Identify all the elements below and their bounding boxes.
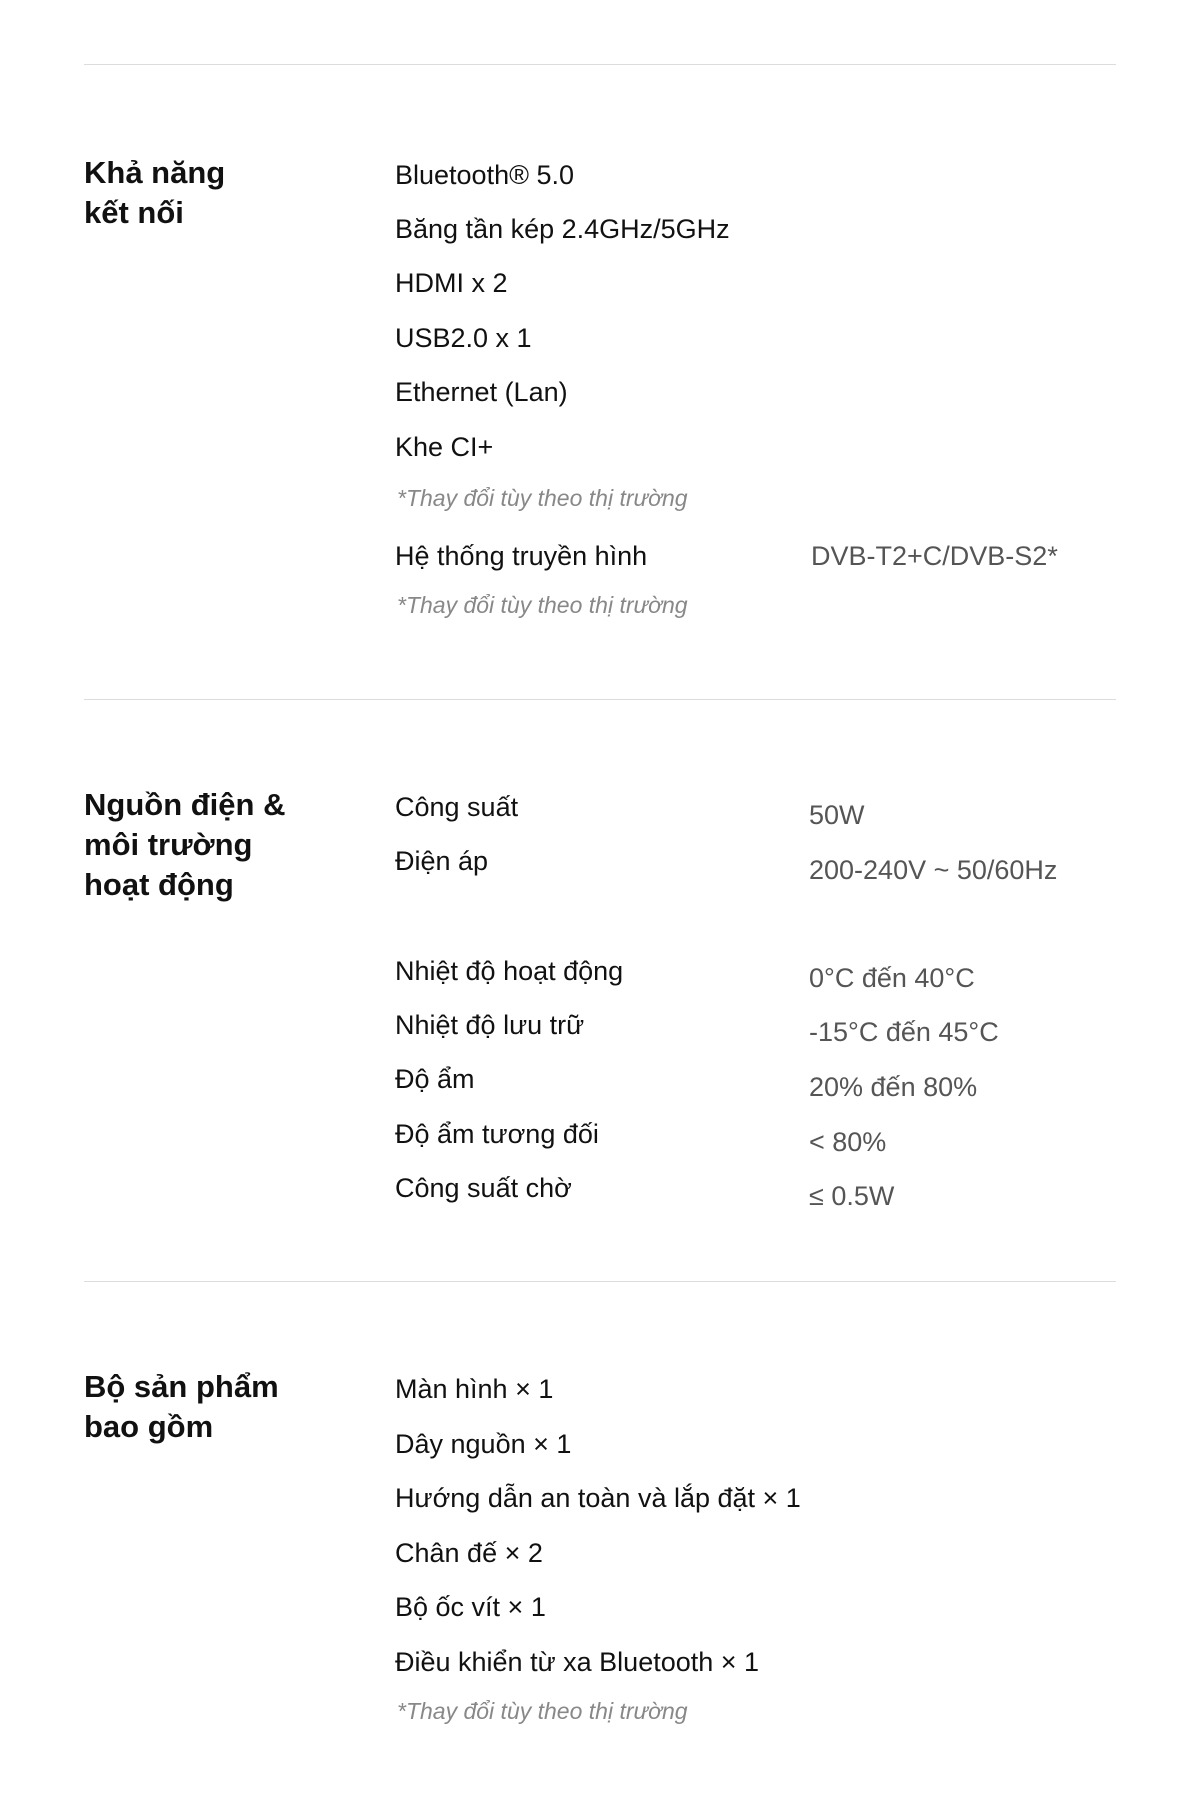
package-item-screw-set: Bộ ốc vít × 1 [395,1592,546,1622]
connectivity-item-bluetooth: Bluetooth® 5.0 [395,160,575,190]
connectivity-item-hdmi: HDMI x 2 [395,268,508,298]
tv-system-market-note: *Thay đổi tùy theo thị trường [397,592,688,618]
section-title-power-environment: Nguồn điện & môi trường hoạt động [84,787,286,902]
power-value: 50W [809,800,865,830]
section-title-package-contents: Bộ sản phẩm bao gồm [84,1369,279,1444]
humidity-value: 20% đến 80% [809,1072,978,1102]
package-item-power-cord: Dây nguồn × 1 [395,1429,572,1459]
divider-top [84,64,1116,65]
operating-temp-value: 0°C đến 40°C [809,963,975,993]
tv-system-value: DVB-T2+C/DVB-S2* [811,541,1058,571]
connectivity-market-note: *Thay đổi tùy theo thị trường [397,485,688,511]
package-item-safety-guide: Hướng dẫn an toàn và lắp đặt × 1 [395,1483,801,1513]
divider-connectivity-power [84,699,1116,700]
connectivity-item-ethernet: Ethernet (Lan) [395,377,568,407]
standby-power-label: Công suất chờ [395,1173,572,1203]
voltage-value: 200-240V ~ 50/60Hz [809,855,1058,885]
divider-power-package [84,1281,1116,1282]
voltage-label: Điện áp [395,846,489,876]
storage-temp-label: Nhiệt độ lưu trữ [395,1010,585,1040]
connectivity-item-usb: USB2.0 x 1 [395,323,532,353]
connectivity-item-ci-slot: Khe CI+ [395,432,494,462]
relative-humidity-value: < 80% [809,1127,887,1157]
package-market-note: *Thay đổi tùy theo thị trường [397,1698,688,1724]
operating-temp-label: Nhiệt độ hoạt động [395,956,624,986]
humidity-label: Độ ẩm [395,1064,475,1094]
package-item-screen: Màn hình × 1 [395,1374,554,1404]
package-item-bluetooth-remote: Điều khiển từ xa Bluetooth × 1 [395,1647,760,1677]
tv-system-label: Hệ thống truyền hình [395,541,648,571]
standby-power-value: ≤ 0.5W [809,1181,895,1211]
section-title-connectivity: Khả năng kết nối [84,155,226,230]
power-label: Công suất [395,792,519,822]
relative-humidity-label: Độ ẩm tương đối [395,1119,599,1149]
storage-temp-value: -15°C đến 45°C [809,1017,999,1047]
connectivity-item-dual-band: Băng tần kép 2.4GHz/5GHz [395,214,730,244]
package-item-stand: Chân đế × 2 [395,1538,543,1568]
